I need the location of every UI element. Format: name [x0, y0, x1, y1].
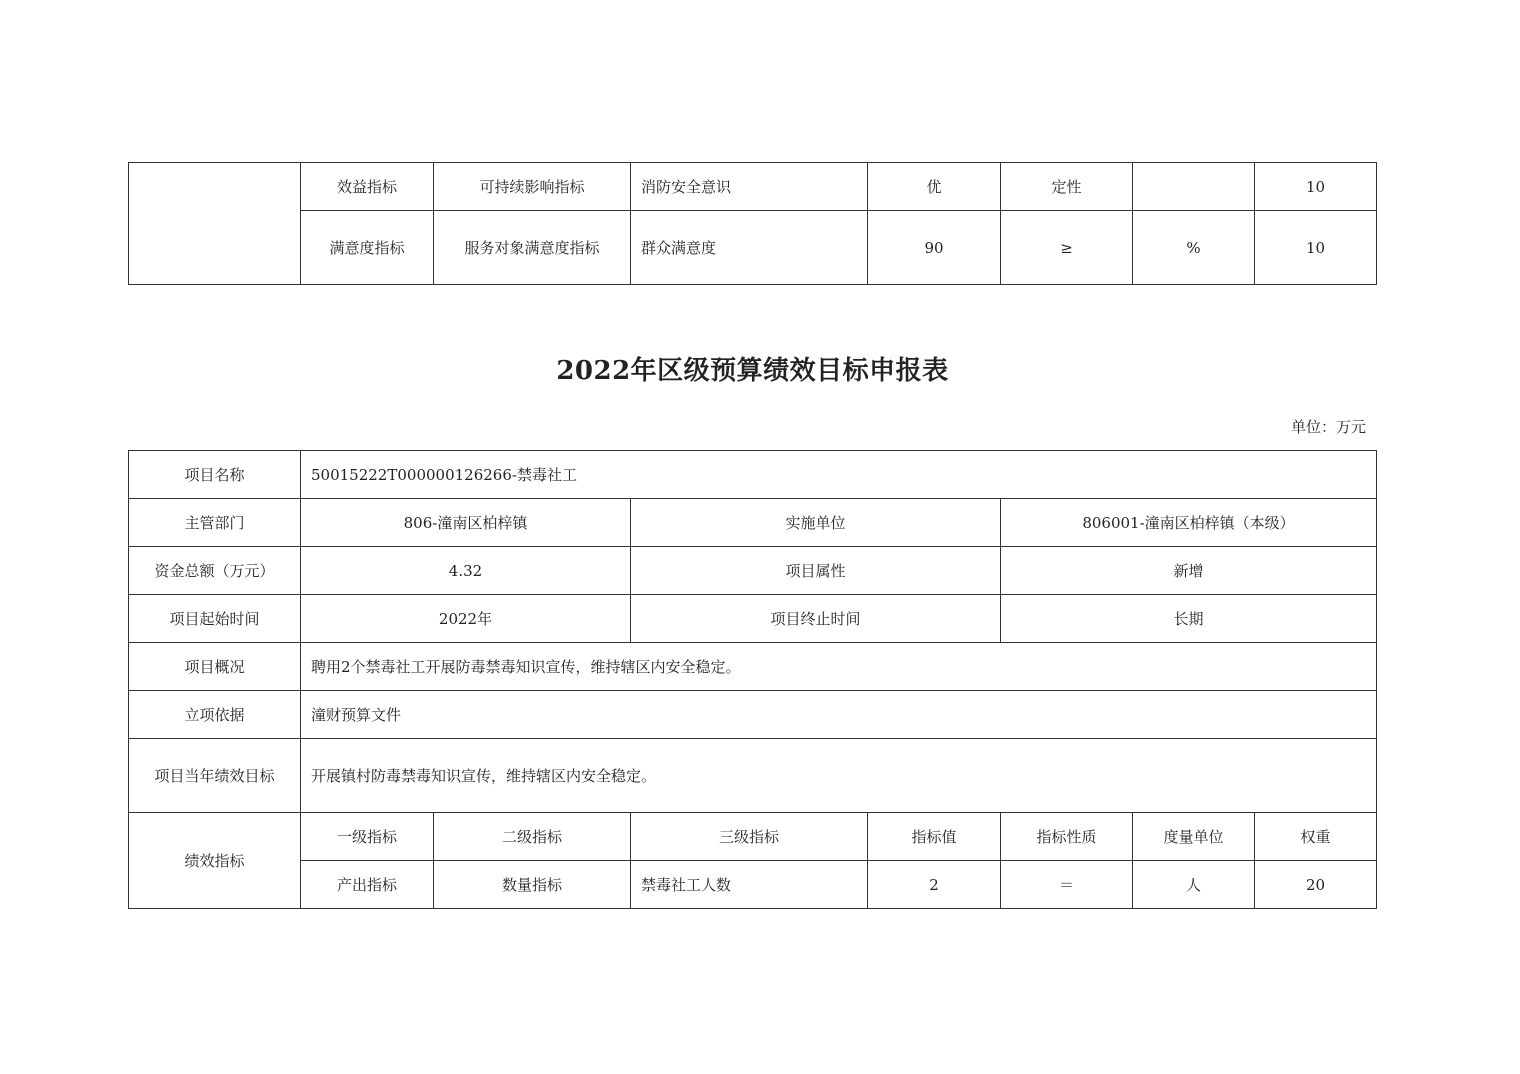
start-value: 2022年 — [301, 595, 631, 643]
level1-cell: 效益指标 — [301, 163, 434, 211]
table-row — [129, 499, 1377, 547]
indicator-label: 绩效指标 — [129, 813, 301, 909]
weight-cell: 20 — [1255, 861, 1377, 909]
attr-label: 项目属性 — [631, 547, 1001, 595]
level2-cell: 服务对象满意度指标 — [434, 211, 631, 285]
fund-value: 4.32 — [301, 547, 631, 595]
continuation-table — [128, 162, 1377, 285]
overview-value: 聘用2个禁毒社工开展防毒禁毒知识宣传，维持辖区内安全稳定。 — [301, 643, 1377, 691]
table-row — [129, 643, 1377, 691]
unit-cell: % — [1133, 211, 1255, 285]
header-cell: 二级指标 — [434, 813, 631, 861]
empty-cell — [129, 163, 301, 285]
level2-cell: 可持续影响指标 — [434, 163, 631, 211]
header-cell: 指标性质 — [1001, 813, 1133, 861]
table-row — [129, 163, 1377, 211]
start-label: 项目起始时间 — [129, 595, 301, 643]
project-name-value: 50015222T000000126266-禁毒社工 — [301, 451, 1377, 499]
nature-cell: 定性 — [1001, 163, 1133, 211]
impl-label: 实施单位 — [631, 499, 1001, 547]
value-cell: 优 — [868, 163, 1001, 211]
unit-cell: 人 — [1133, 861, 1255, 909]
level3-cell: 消防安全意识 — [631, 163, 868, 211]
page-title: 2022年区级预算绩效目标申报表 — [556, 356, 949, 386]
basis-label: 立项依据 — [129, 691, 301, 739]
budget-form-table — [128, 450, 1377, 909]
level3-cell: 群众满意度 — [631, 211, 868, 285]
nature-cell: ＝ — [1001, 861, 1133, 909]
table-row — [129, 691, 1377, 739]
value-cell: 90 — [868, 211, 1001, 285]
weight-cell: 10 — [1255, 163, 1377, 211]
table-row — [129, 861, 1377, 909]
unit-cell — [1133, 163, 1255, 211]
dept-label: 主管部门 — [129, 499, 301, 547]
goal-value: 开展镇村防毒禁毒知识宣传，维持辖区内安全稳定。 — [301, 739, 1377, 813]
table-row — [129, 451, 1377, 499]
value-cell: 2 — [868, 861, 1001, 909]
table-row — [129, 211, 1377, 285]
impl-value: 806001-潼南区柏梓镇（本级） — [1001, 499, 1377, 547]
weight-cell: 10 — [1255, 211, 1377, 285]
attr-value: 新增 — [1001, 547, 1377, 595]
fund-label: 资金总额（万元） — [129, 547, 301, 595]
nature-cell: ≥ — [1001, 211, 1133, 285]
end-value: 长期 — [1001, 595, 1377, 643]
goal-label: 项目当年绩效目标 — [129, 739, 301, 813]
table-row — [129, 595, 1377, 643]
level1-cell: 满意度指标 — [301, 211, 434, 285]
overview-label: 项目概况 — [129, 643, 301, 691]
header-cell: 指标值 — [868, 813, 1001, 861]
unit-label: 单位：万元 — [1290, 418, 1366, 436]
header-cell: 度量单位 — [1133, 813, 1255, 861]
end-label: 项目终止时间 — [631, 595, 1001, 643]
header-cell: 权重 — [1255, 813, 1377, 861]
basis-value: 潼财预算文件 — [301, 691, 1377, 739]
header-cell: 一级指标 — [301, 813, 434, 861]
table-row — [129, 739, 1377, 813]
table-row — [129, 547, 1377, 595]
level2-cell: 数量指标 — [434, 861, 631, 909]
table-row — [129, 813, 1377, 861]
header-cell: 三级指标 — [631, 813, 868, 861]
project-name-label: 项目名称 — [129, 451, 301, 499]
level3-cell: 禁毒社工人数 — [631, 861, 868, 909]
dept-value: 806-潼南区柏梓镇 — [301, 499, 631, 547]
level1-cell: 产出指标 — [301, 861, 434, 909]
